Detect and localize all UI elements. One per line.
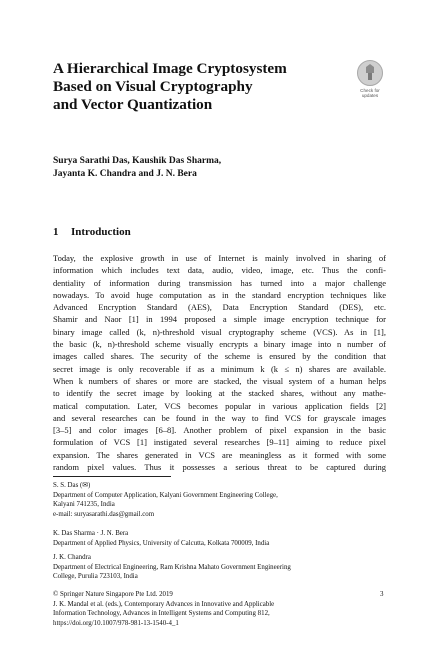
citation-line: J. K. Mandal et al. (eds.), Contemporary Advances in Innovative and Applicable [53, 600, 275, 608]
body-line: formulation of VCS [1] instigated several researches [9–11] aiming to reduce pixel [53, 437, 386, 448]
footnote-line: Department of Computer Application, Kalyani Government Engineering College, [53, 491, 278, 499]
author-list [53, 155, 221, 181]
doi-link[interactable]: https://doi.org/10.1007/978-981-13-1540-4_1 [53, 619, 179, 627]
page-number: 3 [380, 590, 384, 598]
body-line: the basic (k, n)-threshold scheme visually encrypts a binary image into n number of [53, 339, 386, 350]
citation-line: Information Technology, Advances in Intelligent Systems and Computing 812, [53, 610, 270, 618]
body-line: images called shares. The security of the scheme is ensured by the condition that [53, 351, 386, 362]
paper-title [53, 60, 343, 114]
body-line: to identify the secret image by looking at the stacked shares, without any mathe- [53, 388, 386, 399]
footnote-affiliation-3 [53, 553, 388, 582]
footnote-divider [53, 476, 171, 477]
body-line: secret image is only recoverable if as a minimum k (k ≤ n) shares are available. [53, 363, 386, 374]
body-line: information which includes text data, audio, video, image, etc. Thus the confi- [53, 265, 386, 276]
body-line: expansion. The shares generated in VCS are meaningless as it formed with some [53, 449, 386, 460]
title-line-3: and Vector Quantization [53, 96, 213, 113]
footnote-affiliation-1 [53, 481, 388, 519]
body-line: dentiality of information during transmission has turned into a major challenge [53, 277, 386, 288]
footnote-line: Department of Electrical Engineering, Ram Krishna Mahato Government Engineering [53, 563, 291, 571]
copyright-line: © Springer Nature Singapore Pte Ltd. 2019 [53, 591, 173, 598]
footnote-line: Kalyani 741235, India [53, 501, 115, 509]
section-heading [53, 226, 131, 239]
title-line-1: A Hierarchical Image Cryptosystem [53, 60, 287, 77]
copyright-footer [53, 590, 388, 628]
footnote-line: K. Das Sharma · J. N. Bera [53, 530, 129, 537]
body-line: Shamir and Naor [1] in 1994 proposed a simple image encryption technique for [53, 314, 386, 325]
body-line: random pixel values. Thus it possesses a serious threat to be captured during [53, 462, 386, 473]
title-line-2: Based on Visual Cryptography [53, 78, 253, 95]
body-line: and several researches can be found in the way to find VCS for grayscale images [53, 412, 386, 423]
body-line: Today, the explosive growth in use of Internet is mainly involved in sharing of [53, 253, 386, 263]
body-line: binary image called (k, n)-threshold visual cryptography scheme (VCS). As in [1], [53, 326, 386, 337]
body-line: Advanced Encryption Standard (AES), Data Encryption Standard (DES), etc. [53, 302, 386, 313]
footnote-line: J. K. Chandra [53, 554, 91, 561]
body-paragraph [53, 252, 386, 473]
crossmark-icon [357, 60, 383, 86]
badge-label: Check for updates [360, 88, 380, 98]
body-line: nowadays. To avoid huge computation as in the standard encryption techniques like [53, 289, 386, 300]
footnote-affiliation-2 [53, 529, 388, 548]
footnote-line: S. S. Das (✉) [53, 482, 91, 489]
body-line: When k numbers of shares or more are stacked, the visual system of a human helps [53, 375, 386, 386]
footnote-line: Department of Applied Physics, University of Calcutta, Kolkata 700009, India [53, 539, 270, 547]
section-title: Introduction [71, 226, 131, 238]
check-for-updates-badge[interactable] [354, 60, 386, 98]
section-number: 1 [53, 226, 59, 238]
authors-line-2: Jayanta K. Chandra and J. N. Bera [53, 169, 197, 179]
body-line: matical computation. Later, VCS becomes popular in various application fields [2] [53, 400, 386, 411]
authors-line-1: Surya Sarathi Das, Kaushik Das Sharma, [53, 156, 222, 166]
author-email-link[interactable]: e-mail: suryasarathi.das@gmail.com [53, 510, 155, 518]
body-line: [3–5] and color images [6–8]. Another problem of pixel expansion in the basic [53, 425, 386, 436]
footnote-line: College, Purulia 723103, India [53, 573, 138, 581]
